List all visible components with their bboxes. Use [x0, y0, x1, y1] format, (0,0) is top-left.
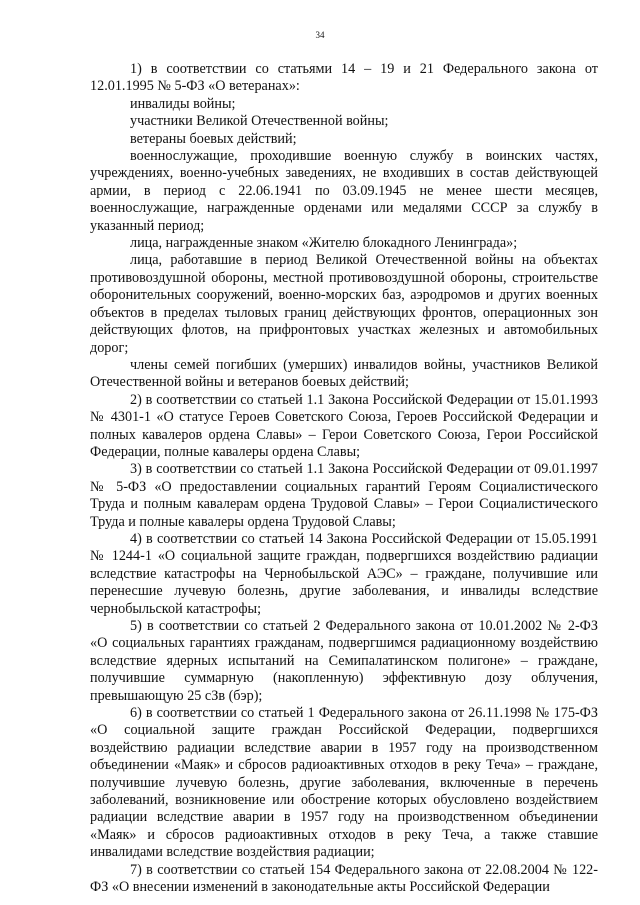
list-item-combat-veterans: ветераны боевых действий; — [130, 130, 297, 147]
list-item-ww2-participants: участники Великой Отечественной войны; — [130, 113, 389, 130]
paragraph-1: 1) в соответствии со статьями 14 – 19 и 21 Федерального закона от 12.01.1995 № 5-ФЗ «О ветеранах»: — [90, 61, 598, 95]
paragraph-4: 4) в соответствии со статьей 14 Закона Российской Федерации от 15.05.1991 № 1244-1 «О социальной защите граждан, подвергшихся воздействию радиации вследствие катастрофы на Чернобыльской АЭС» – граждане, получившие или перенесшие лучевую болезнь, другие заболевания, и инвалиды вследствие чернобыльской катастрофы; — [90, 530, 598, 617]
paragraph-6: 6) в соответствии со статьей 1 Федерального закона от 26.11.1998 № 175-ФЗ «О социальной защите граждан Российской Федерации, подвергшихся воздействию радиации вследствие аварии в 1957 году на производственном объединении «Маяк» и сбросов радиоактивных отходов в реку Теча» – граждане, получившие лучевую болезнь, другие заболевания, включенные в перечень заболеваний, возникновение или обострение которых обусловлено воздействием радиации вследствие аварии в 1957 году на производственном объединении «Маяк» и сбросов радиоактивных отходов в реку Теча, а также ставшие инвалидами вследствие воздействия радиации; — [90, 705, 598, 861]
list-item-war-invalids: инвалиды войны; — [130, 95, 236, 112]
list-item-military-servicemen: военнослужащие, проходившие военную службу в воинских частях, учреждениях, военно-учебных заведениях, не входивших в состав действующей армии, в период с 22.06.1941 по 03.09.1945 не менее шести месяцев, военнослужащие, награжденные орденами или медалями СССР за службу в указанный период; — [90, 148, 598, 234]
list-item-family-members: члены семей погибших (умерших) инвалидов войны, участников Великой Отечественной войны и ветеранов боевых действий; — [90, 356, 598, 391]
page-number: 34 — [315, 30, 325, 40]
paragraph-3: 3) в соответствии со статьей 1.1 Закона Российской Федерации от 09.01.1997 № 5-ФЗ «О предоставлении социальных гарантий Героям Социалистического Труда и полным кавалерам ордена Трудовой Славы» – Герои Социалистического Труда и полные кавалеры ордена Трудовой Славы; — [90, 461, 598, 530]
paragraph-7: 7) в соответствии со статьей 154 Федерального закона от 22.08.2004 № 122-ФЗ «О внесении изменений в законодательные акты Российской Федерации — [90, 861, 598, 896]
document-body — [90, 61, 598, 897]
list-item-leningrad-siege: лица, награжденные знаком «Жителю блокадного Ленинграда»; — [130, 235, 518, 252]
paragraph-5: 5) в соответствии со статьей 2 Федерального закона от 10.01.2002 № 2-ФЗ «О социальных гарантиях гражданам, подвергшимся радиационному воздействию вследствие ядерных испытаний на Семипалатинском полигоне» – граждане, получившие суммарную (накопленную) эффективную дозу облучения, превышающую 25 сЗв (бэр); — [90, 618, 598, 704]
paragraph-2: 2) в соответствии со статьей 1.1 Закона Российской Федерации от 15.01.1993 № 4301-1 «О статусе Героев Советского Союза, Героев Российской Федерации и полных кавалеров ордена Славы» – Герои Советского Союза, Герои Российской Федерации, полные кавалеры ордена Славы; — [90, 391, 598, 460]
list-item-air-defense-workers: лица, работавшие в период Великой Отечественной войны на объектах противовоздушной обороны, местной противовоздушной обороны, строительстве оборонительных сооружений, военно-морских баз, аэродромов и других военных объектов в пределах тыловых границ действующих фронтов, операционных зон действующих флотов, на прифронтовых участках железных и автомобильных дорог; — [90, 252, 598, 356]
